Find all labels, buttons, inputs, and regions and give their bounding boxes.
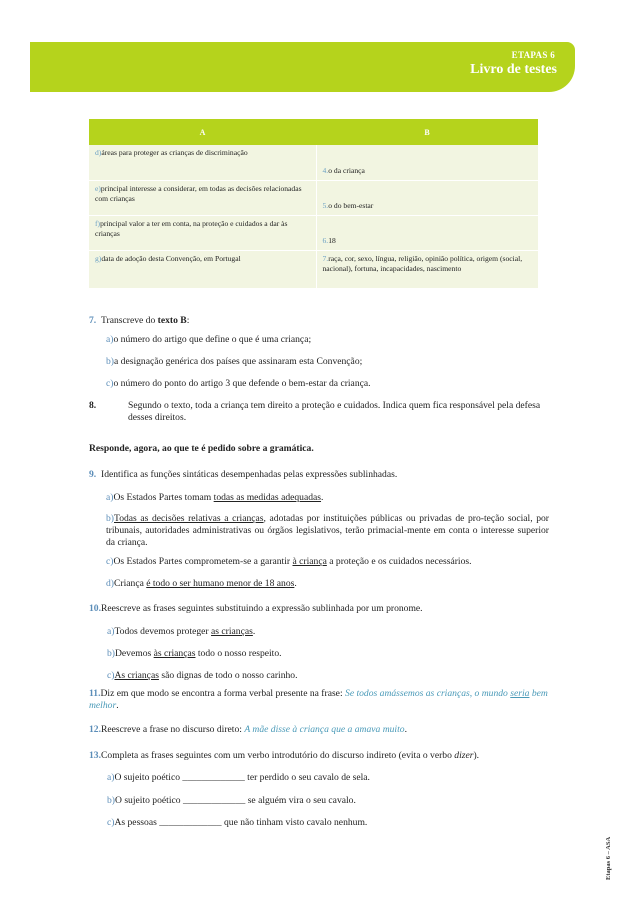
question-9: 9. Identifica as funções sintáticas desempenhadas pelas expressões sublinhadas. bbox=[89, 469, 398, 480]
question-7b: b)a designação genérica dos países que assinaram esta Convenção; bbox=[106, 356, 363, 367]
question-12: 12.Reescreve a frase no discurso direto: A mãe disse à criança que a amava muito. bbox=[89, 724, 407, 735]
question-9c: c)Os Estados Partes comprometem-se a garantir à criança a proteção e os cuidados necessários. bbox=[106, 556, 472, 567]
series-label: ETAPAS 6 bbox=[511, 50, 555, 60]
book-title: Livro de testes bbox=[470, 62, 557, 77]
table-row-b: 6.18 bbox=[316, 215, 538, 250]
column-b-header: B bbox=[316, 119, 538, 145]
question-9b: b)Todas as decisões relativas a crianças, adotadas por instituições públicas ou privadas de pro-teção social, por tribunais, autoridades administrativas ou órgãos legislativos, terão primacial-mente em conta o interesse superior da criança. bbox=[106, 513, 550, 548]
question-7a: a)o número do artigo que define o que é uma criança; bbox=[106, 334, 312, 345]
question-13a: a)O sujeito poético _____________ ter perdido o seu cavalo de sela. bbox=[107, 772, 370, 783]
question-13c: c)As pessoas _____________ que não tinham visto cavalo nenhum. bbox=[107, 817, 368, 828]
grammar-section-heading: Responde, agora, ao que te é pedido sobre a gramática. bbox=[89, 443, 314, 454]
table-row-a: g)data de adoção desta Convenção, em Portugal bbox=[89, 250, 316, 288]
question-8: Segundo o texto, toda a criança tem direito a proteção e cuidados. Indica quem fica responsável pela defesa desses direitos. bbox=[128, 400, 541, 423]
question-10: 10.Reescreve as frases seguintes substituindo a expressão sublinhada por um pronome. bbox=[89, 603, 423, 614]
matching-table bbox=[89, 119, 538, 289]
header-banner bbox=[30, 42, 575, 92]
table-row-b: 4.o da criança bbox=[316, 145, 538, 180]
question-10a: a)Todos devemos proteger as crianças. bbox=[107, 626, 256, 637]
table-row-b: 7.raça, cor, sexo, língua, religião, opinião política, origem (social, nacional), fortuna, incapacidades, nascimento bbox=[316, 250, 538, 288]
table-row-b: 5.o do bem-estar bbox=[316, 180, 538, 215]
question-11: 11.Diz em que modo se encontra a forma verbal presente na frase: Se todos amássemos as crianças, o mundo seria bem melhor. bbox=[89, 688, 548, 711]
table-row-a: f)principal valor a ter em conta, na proteção e cuidados a dar às crianças bbox=[89, 215, 316, 250]
question-8-number: 8. bbox=[89, 400, 97, 411]
question-9a: a)Os Estados Partes tomam todas as medidas adequadas. bbox=[106, 492, 324, 503]
table-row-a: d)áreas para proteger as crianças de discriminação bbox=[89, 145, 316, 180]
side-footer-label: Etapas 6 – ASA bbox=[605, 836, 612, 880]
side-footer bbox=[601, 838, 621, 878]
question-9d: d)Criança é todo o ser humano menor de 18 anos. bbox=[106, 578, 297, 589]
banner-edge bbox=[30, 42, 60, 92]
table-row-a: e)principal interesse a considerar, em todas as decisões relacionadas com crianças bbox=[89, 180, 316, 215]
question-10c: c)As crianças são dignas de todo o nosso carinho. bbox=[107, 670, 298, 681]
question-13: 13.Completa as frases seguintes com um verbo introdutório do discurso indireto (evita o verbo dizer). bbox=[89, 750, 480, 761]
question-7c: c)o número do ponto do artigo 3 que defende o bem-estar da criança. bbox=[106, 378, 371, 389]
question-10b: b)Devemos às crianças todo o nosso respeito. bbox=[107, 648, 282, 659]
question-13b: b)O sujeito poético _____________ se alguém vira o seu cavalo. bbox=[107, 795, 356, 806]
column-a-header: A bbox=[89, 119, 316, 145]
question-7: 7. Transcreve do texto B: bbox=[89, 315, 190, 326]
